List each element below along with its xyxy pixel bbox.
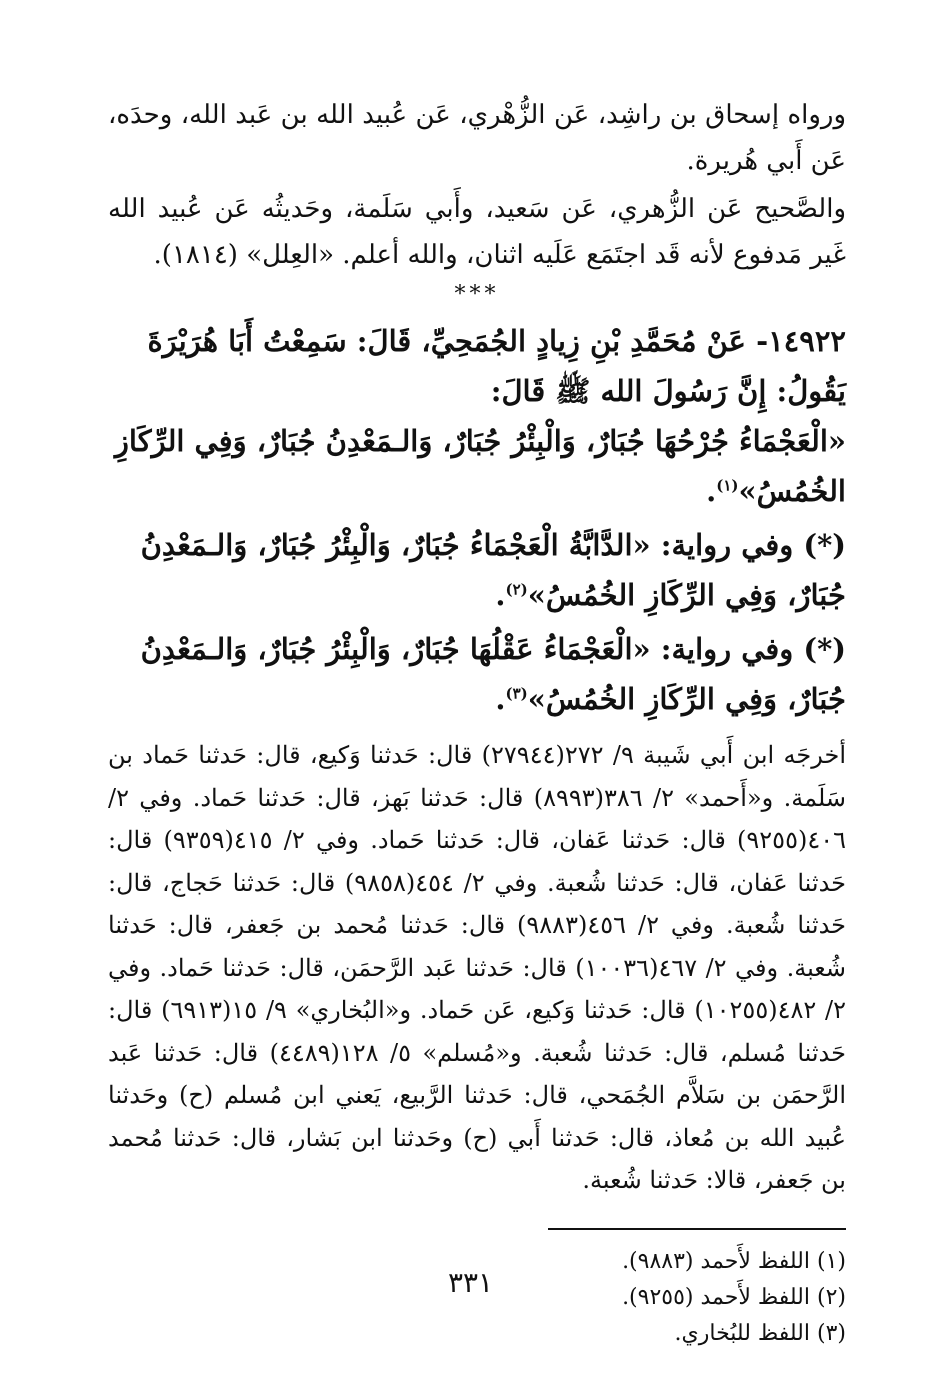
paragraph-rawah: ورواه إسحاق بن راشِد، عَن الزُّهْري، عَن عُبيد الله بن عَبد الله، وحدَه، عَن أَبي هُريرة. — [108, 100, 846, 176]
page-number: ٣٣١ — [447, 1266, 494, 1299]
footnote-1: (١) اللفظ لأَحمد (٩٨٨٣). — [622, 1248, 846, 1274]
variant-narration-2: (*) وفي رواية: «الْعَجْمَاءُ عَقْلُهَا جُبَارٌ، وَالْبِئْرُ جُبَارٌ، وَالـمَعْدِنُ جُبَارٌ، وَفِي الرِّكَازِ الخُمُسُ»$^{(٣)}$. — [140, 632, 846, 716]
variant-1-body: (*) وفي رواية: «الدَّابَّةُ الْعَجْمَاءُ جُبَارٌ، وَالْبِئْرُ جُبَارٌ، وَالـمَعْدِنُ جُبَارٌ، وَفِي الرِّكَازِ الخُمُسُ» — [140, 528, 846, 612]
footnote-ref-2: (٢) — [505, 580, 528, 599]
variant-2-body: (*) وفي رواية: «الْعَجْمَاءُ عَقْلُهَا جُبَارٌ، وَالْبِئْرُ جُبَارٌ، وَالـمَعْدِنُ جُبَارٌ، وَفِي الرِّكَازِ الخُمُسُ» — [140, 632, 846, 716]
takhrij-paragraph: أخرجَه ابن أَبي شَيبة ٩/ ٢٧٢(٢٧٩٤٤) قال: حَدثنا وَكيع، قال: حَدثنا حَماد بن سَلَمة. و«أَحمد» ٢/ ٣٨٦(٨٩٩٣) قال: حَدثنا بَهز، قال: حَدثنا حَماد. وفي ٢/ ٤٠٦(٩٢٥٥) قال: حَدثنا عَفان، قال: حَدثنا حَماد. وفي ٢/ ٤١٥(٩٣٥٩) قال: حَدثنا عَفان، قال: حَدثنا شُعبة. وفي ٢/ ٤٥٤(٩٨٥٨) قال: حَدثنا حَجاج، قال: حَدثنا شُعبة. وفي ٢/ ٤٥٦(٩٨٨٣) قال: حَدثنا مُحمد بن جَعفر، قال: حَدثنا شُعبة. وفي ٢/ ٤٦٧(١٠٠٣٦) قال: حَدثنا عَبد الرَّحمَن، قال: حَدثنا حَماد. وفي ٢/ ٤٨٢(١٠٢٥٥) قال: حَدثنا وَكيع، عَن حَماد. و«البُخاري» ٩/ ١٥(٦٩١٣) قال: حَدثنا مُسلم، قال: حَدثنا شُعبة. و«مُسلم» ٥/ ١٢٨(٤٤٨٩) قال: حَدثنا عَبد الرَّحمَن بن سَلاَّم الجُمَحي، قال: حَدثنا الرَّبيع، يَعني ابن مُسلم (ح) وحَدثنا عُبيد الله بن مُعاذ، قال: حَدثنا أَبي (ح) وحَدثنا ابن بَشار، قال: حَدثنا مُحمد بن جَعفر، قالا: حَدثنا شُعبة. — [108, 741, 847, 1194]
paragraph-sahih: والصَّحيح عَن الزُّهري، عَن سَعيد، وأَبي سَلَمة، وحَديثُه عَن عُبيد الله غَير مَدفوع لأنه قَد اجتَمَع عَلَيه اثنان، والله أعلم. «العِلل» (١٨١٤). — [108, 194, 846, 270]
footnote-ref-3: (٣) — [505, 684, 528, 703]
footnote-separator — [548, 1228, 846, 1230]
section-divider: *** — [454, 282, 500, 307]
variant-narration-1: (*) وفي رواية: «الدَّابَّةُ الْعَجْمَاءُ جُبَارٌ، وَالْبِئْرُ جُبَارٌ، وَالـمَعْدِنُ جُبَارٌ، وَفِي الرِّكَازِ الخُمُسُ»$^{(٢)}$. — [140, 528, 846, 612]
footnote-3: (٣) اللفظ للبُخاري. — [674, 1320, 846, 1346]
hadith-heading: ١٤٩٢٢- عَنْ مُحَمَّدِ بْنِ زِيادٍ الجُمَحِيِّ، قَالَ: سَمِعْتُ أَبَا هُرَيْرَةَ يَقُولُ: إِنَّ رَسُولَ الله ﷺ قَالَ: — [147, 324, 846, 408]
hadith-text-body: «الْعَجْمَاءُ جُرْحُهَا جُبَارٌ، وَالْبِئْرُ جُبَارٌ، وَالـمَعْدِنُ جُبَارٌ، وَفِي الرِّكَازِ الخُمُسُ» — [114, 424, 846, 508]
footnote-2: (٢) اللفظ لأَحمد (٩٢٥٥). — [622, 1284, 846, 1310]
hadith-text: «الْعَجْمَاءُ جُرْحُهَا جُبَارٌ، وَالْبِئْرُ جُبَارٌ، وَالـمَعْدِنُ جُبَارٌ، وَفِي الرِّكَازِ الخُمُسُ»$^{(١)}$. — [114, 424, 846, 508]
footnote-ref-1: (١) — [716, 476, 739, 495]
